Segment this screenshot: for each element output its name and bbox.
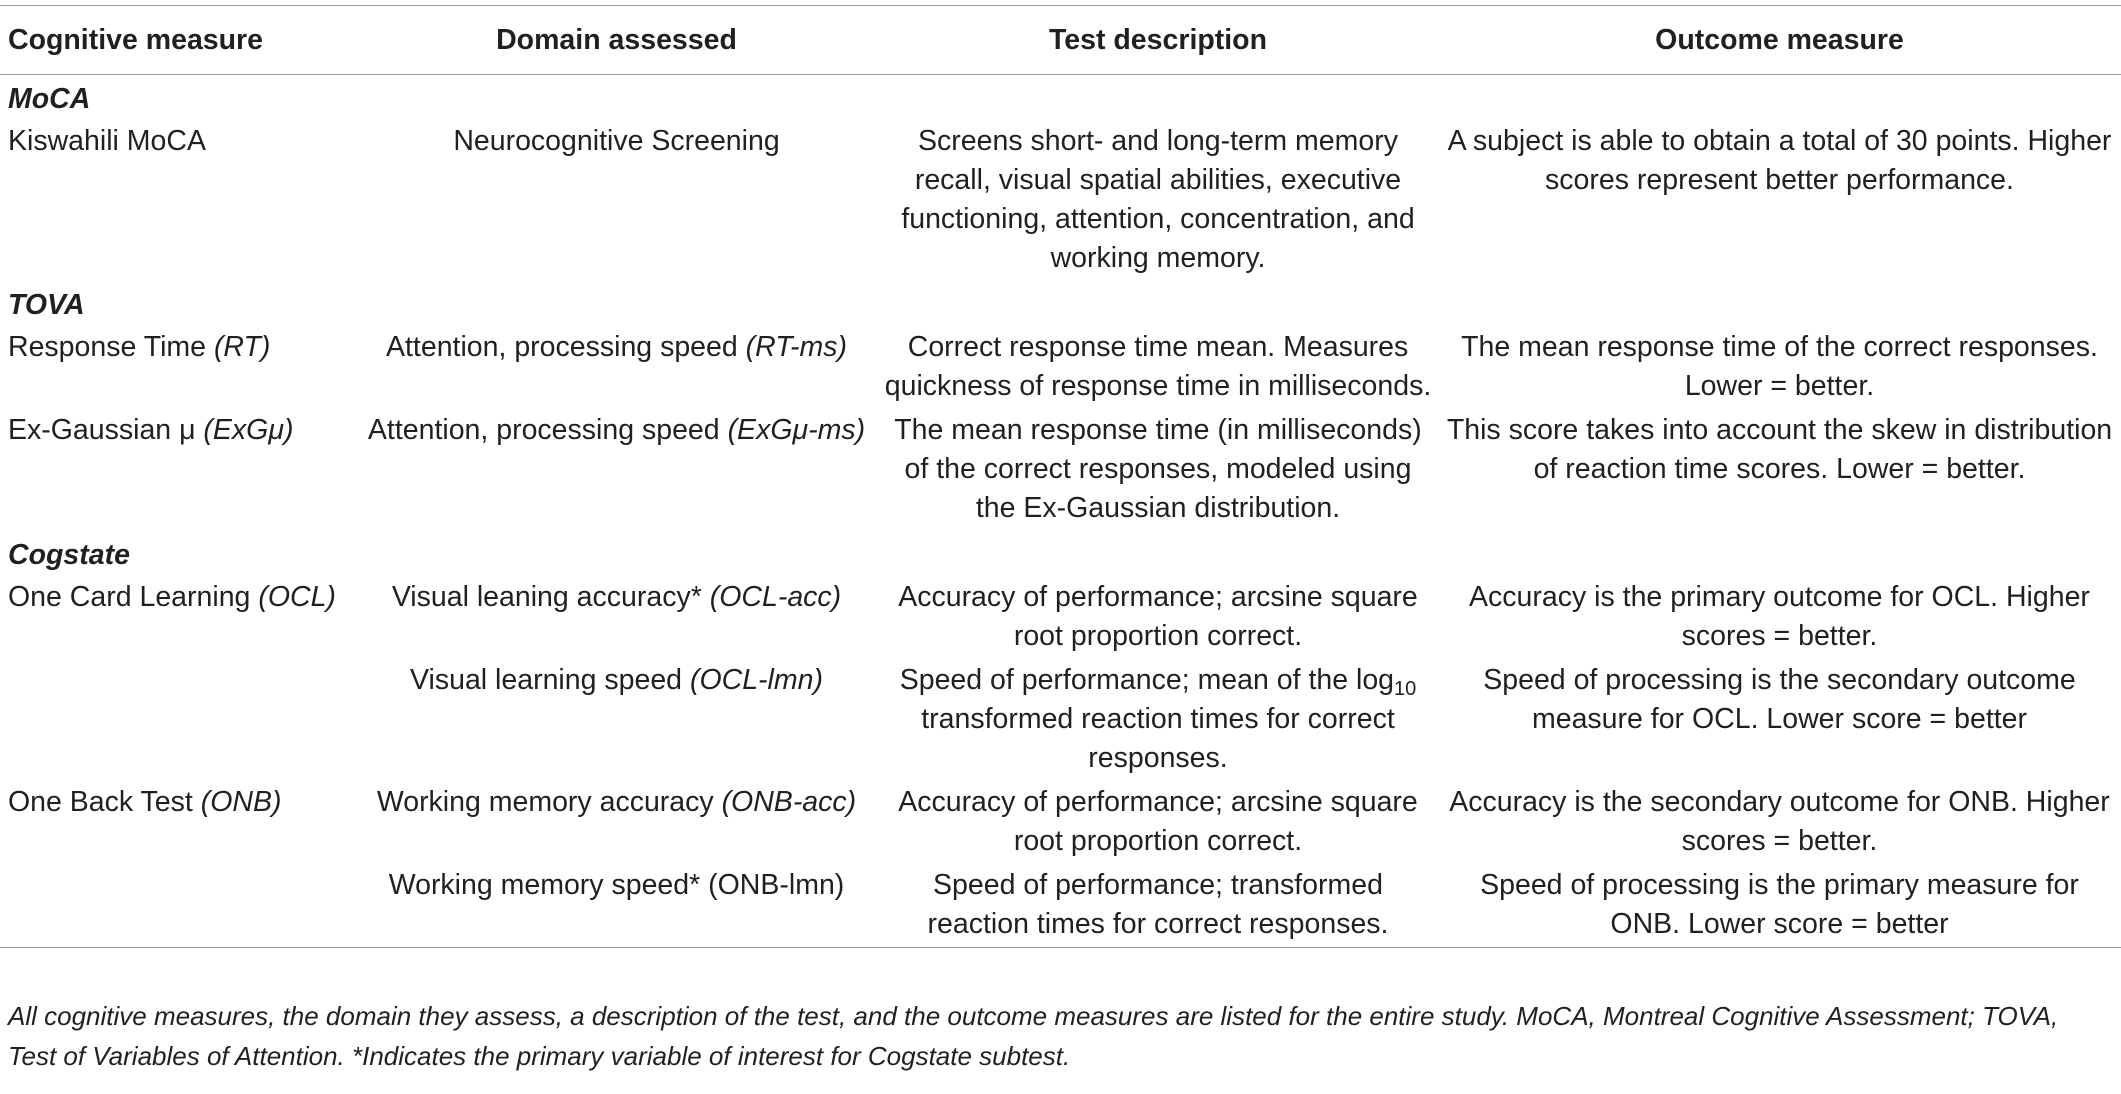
domain-abbreviation: (ExGμ-ms) (727, 414, 866, 446)
table-body (0, 75, 2121, 948)
description-cell: Speed of performance; transformed reaction times for correct responses. (927, 869, 1389, 940)
domain-cell (355, 659, 878, 781)
table-row (0, 120, 2121, 281)
table-row (0, 864, 2121, 948)
log-subscript: 10 (1394, 678, 1417, 700)
measure-abbreviation: (OCL) (258, 581, 336, 613)
outcome-cell: The mean response time of the correct responses. Lower = better. (1461, 331, 2098, 402)
outcome-cell: A subject is able to obtain a total of 30 points. Higher scores represent better performance. (1447, 125, 2112, 196)
table-row (0, 576, 2121, 659)
measure-cell (0, 576, 355, 659)
measure-name: Response Time (8, 331, 214, 363)
measure-cell (0, 326, 355, 409)
outcome-cell: Speed of processing is the secondary outcome measure for OCL. Lower score = better (1483, 664, 2076, 735)
table-row (0, 781, 2121, 864)
domain-name: Attention, processing speed (386, 331, 746, 363)
description-text-continued: transformed reaction times for correct responses. (921, 703, 1395, 774)
measure-cell: Kiswahili MoCA (8, 125, 206, 157)
measure-name: One Card Learning (8, 581, 259, 613)
cognitive-measures-table (0, 5, 2121, 948)
domain-cell (355, 781, 878, 864)
group-label-tova: TOVA (8, 289, 85, 321)
header-domain-assessed: Domain assessed (496, 23, 737, 56)
domain-name: Attention, processing speed (367, 414, 728, 446)
description-cell: Correct response time mean. Measures quickness of response time in milliseconds. (884, 331, 1432, 402)
domain-name: Visual learning speed (410, 664, 690, 696)
domain-abbreviation: (OCL-acc) (709, 581, 842, 613)
domain-cell (355, 326, 878, 409)
measure-abbreviation: (RT) (213, 331, 271, 363)
description-cell: Accuracy of performance; arcsine square root proportion correct. (898, 786, 1418, 857)
header-row (0, 6, 2121, 75)
domain-abbreviation: (RT-ms) (745, 331, 847, 363)
domain-name: Working memory accuracy (376, 786, 722, 818)
measure-cell (0, 659, 355, 781)
measure-abbreviation: (ONB) (200, 786, 282, 818)
group-label-moca: MoCA (8, 83, 91, 115)
group-row-moca (0, 75, 2121, 121)
outcome-cell: Speed of processing is the primary measure for ONB. Lower score = better (1480, 869, 2079, 940)
description-cell: The mean response time (in milliseconds) of the correct responses, modeled using the Ex-Gaussian distribution. (894, 414, 1422, 524)
table-header (0, 6, 2121, 75)
measure-name: Ex-Gaussian μ (8, 414, 204, 446)
outcome-cell: Accuracy is the primary outcome for OCL. Higher scores = better. (1469, 581, 2090, 652)
domain-abbreviation: (OCL-lmn) (689, 664, 823, 696)
domain-cell: Working memory speed* (ONB-lmn) (388, 869, 845, 901)
table-row (0, 409, 2121, 531)
header-outcome-measure: Outcome measure (1655, 23, 1904, 56)
measure-cell (0, 409, 355, 531)
group-row-cogstate (0, 531, 2121, 576)
description-cell: Screens short- and long-term memory recall, visual spatial abilities, executive functioning, attention, concentration, and working memory. (901, 125, 1415, 274)
outcome-cell: This score takes into account the skew in distribution of reaction time scores. Lower = better. (1446, 414, 2113, 485)
domain-cell (355, 576, 878, 659)
measure-abbreviation: (ExGμ) (203, 414, 294, 446)
domain-cell (355, 409, 878, 531)
domain-name: Visual leaning accuracy* (391, 581, 710, 613)
table-row (0, 326, 2121, 409)
description-cell (878, 659, 1438, 781)
header-test-description: Test description (1048, 23, 1267, 56)
measure-cell (0, 864, 355, 948)
description-cell: Accuracy of performance; arcsine square root proportion correct. (898, 581, 1418, 652)
header-cognitive-measure: Cognitive measure (8, 23, 263, 56)
table-row (0, 659, 2121, 781)
domain-abbreviation: (ONB-acc) (721, 786, 857, 818)
description-text: Speed of performance; mean of the log (899, 664, 1395, 696)
measure-name: One Back Test (8, 786, 201, 818)
domain-cell: Neurocognitive Screening (453, 125, 780, 157)
table-footnote: All cognitive measures, the domain they assess, a description of the test, and the outcome measures are listed for the entire study. MoCA, Montreal Cognitive Assessment; TOVA, Test of Variables of Attention. *Indicates the primary variable of interest for Cogstate subtest. (8, 1001, 2059, 1071)
group-label-cogstate: Cogstate (8, 539, 130, 571)
outcome-cell: Accuracy is the secondary outcome for ONB. Higher scores = better. (1449, 786, 2110, 857)
group-row-tova (0, 281, 2121, 326)
measure-cell (0, 781, 355, 864)
